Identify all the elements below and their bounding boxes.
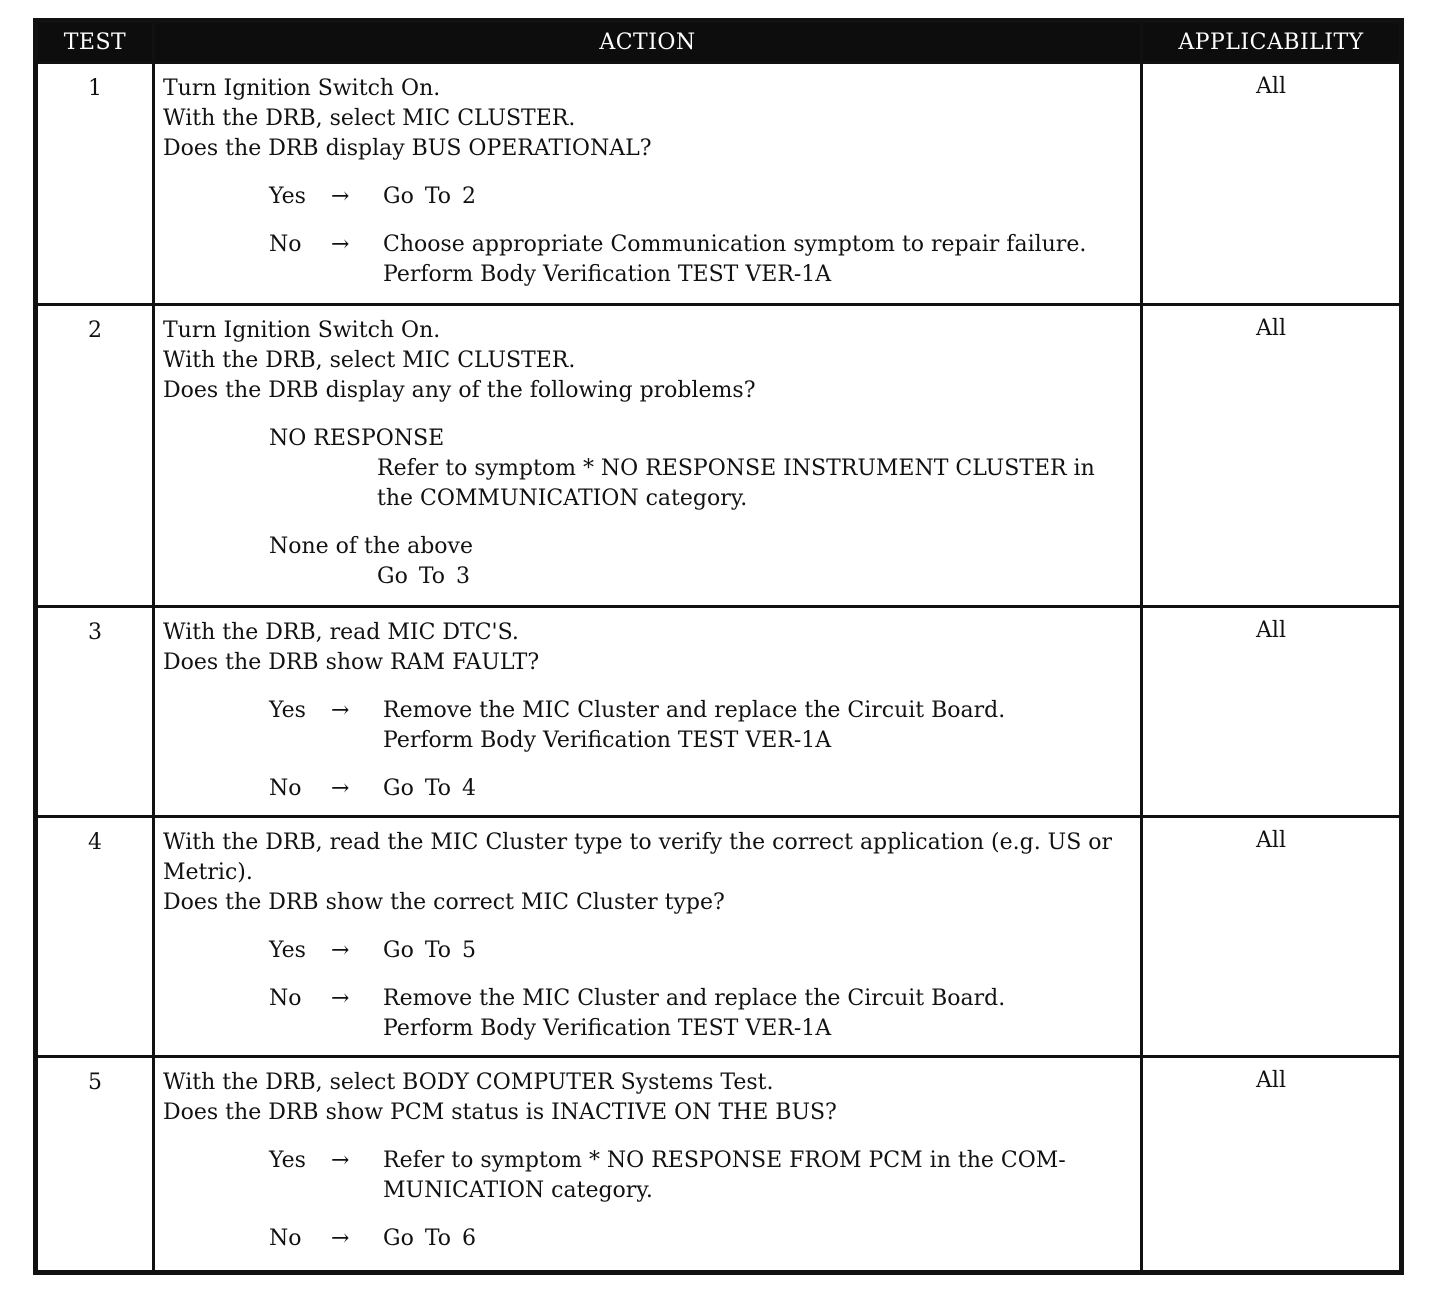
diagnostic-test-table <box>33 18 1404 1275</box>
question-line: Does the DRB show the correct MIC Cluster type? <box>163 890 725 915</box>
branch-no <box>163 230 1134 290</box>
branch-result-line: Remove the MIC Cluster and replace the Circuit Board. <box>383 986 1006 1011</box>
question-line: With the DRB, select MIC CLUSTER. <box>163 348 576 373</box>
result-branches <box>163 424 1134 592</box>
option-result-line: Go To 3 <box>377 564 471 589</box>
branch-result-line: Go To 5 <box>383 938 477 963</box>
test-question <box>163 1068 1134 1128</box>
test-question <box>163 74 1134 164</box>
table-row <box>36 1057 1402 1273</box>
test-number: 1 <box>36 63 154 305</box>
problem-option <box>269 424 1134 514</box>
action-cell <box>154 63 1142 305</box>
question-line: With the DRB, select MIC CLUSTER. <box>163 106 576 131</box>
question-line: Metric). <box>163 860 253 885</box>
branch-result <box>383 936 1134 966</box>
table-body <box>36 63 1402 1273</box>
question-line: Turn Ignition Switch On. <box>163 318 441 343</box>
arrow-right-icon: → <box>331 1226 350 1251</box>
problem-option <box>269 532 1134 592</box>
test-number: 3 <box>36 607 154 817</box>
action-cell <box>154 817 1142 1057</box>
branch-result-line: Refer to symptom * NO RESPONSE FROM PCM in the COM- <box>383 1148 1066 1173</box>
option-label: NO RESPONSE <box>269 426 445 451</box>
question-line: Does the DRB display any of the following problems? <box>163 378 756 403</box>
question-line: With the DRB, select BODY COMPUTER Systems Test. <box>163 1070 774 1095</box>
arrow-right-icon: → <box>331 232 350 257</box>
header-applicability: APPLICABILITY <box>1142 21 1402 63</box>
result-branches <box>163 936 1134 1044</box>
branch-yes <box>163 182 1134 212</box>
arrow-right-icon: → <box>331 776 350 801</box>
branch-no <box>163 774 1134 804</box>
result-branches <box>163 1146 1134 1254</box>
branch-result <box>383 774 1134 804</box>
arrow-right-icon: → <box>331 938 350 963</box>
question-line: Does the DRB show RAM FAULT? <box>163 650 540 675</box>
branch-label: No <box>269 986 302 1011</box>
test-number: 2 <box>36 305 154 607</box>
branch-label: No <box>269 1226 302 1251</box>
branch-result-line: Go To 6 <box>383 1226 477 1251</box>
action-cell <box>154 607 1142 817</box>
branch-no <box>163 984 1134 1044</box>
branch-result-line: Go To 4 <box>383 776 477 801</box>
option-result-line: the COMMUNICATION category. <box>377 486 748 511</box>
branch-result-line: Go To 2 <box>383 184 477 209</box>
table-row <box>36 305 1402 607</box>
question-line: Does the DRB display BUS OPERATIONAL? <box>163 136 652 161</box>
applicability-cell: All <box>1142 607 1402 817</box>
test-number: 4 <box>36 817 154 1057</box>
branch-result-line: MUNICATION category. <box>383 1178 653 1203</box>
branch-result <box>383 1224 1134 1254</box>
branch-result <box>383 984 1134 1044</box>
branch-result-line: Remove the MIC Cluster and replace the Circuit Board. <box>383 698 1006 723</box>
branch-result <box>383 696 1134 756</box>
test-question <box>163 618 1134 678</box>
branch-result-line: Perform Body Verification TEST VER-1A <box>383 728 832 753</box>
arrow-right-icon: → <box>331 1148 350 1173</box>
branch-yes <box>163 696 1134 756</box>
question-line: Turn Ignition Switch On. <box>163 76 441 101</box>
arrow-right-icon: → <box>331 698 350 723</box>
header-action: ACTION <box>154 21 1142 63</box>
question-line: With the DRB, read the MIC Cluster type to verify the correct application (e.g. US or <box>163 830 1113 855</box>
branch-label: No <box>269 776 302 801</box>
applicability-cell: All <box>1142 817 1402 1057</box>
branch-label: Yes <box>269 184 306 209</box>
applicability-cell: All <box>1142 1057 1402 1273</box>
table-row <box>36 63 1402 305</box>
applicability-cell: All <box>1142 305 1402 607</box>
branch-no <box>163 1224 1134 1254</box>
branch-label: No <box>269 232 302 257</box>
diagnostic-table-sheet <box>33 18 1399 1275</box>
test-number: 5 <box>36 1057 154 1273</box>
applicability-cell: All <box>1142 63 1402 305</box>
option-label: None of the above <box>269 534 473 559</box>
branch-yes <box>163 1146 1134 1206</box>
header-test: TEST <box>36 21 154 63</box>
arrow-right-icon: → <box>331 986 350 1011</box>
branch-result <box>383 182 1134 212</box>
option-result-line: Refer to symptom * NO RESPONSE INSTRUMENT CLUSTER in <box>377 456 1095 481</box>
result-branches <box>163 696 1134 804</box>
action-cell <box>154 1057 1142 1273</box>
branch-label: Yes <box>269 698 306 723</box>
branch-label: Yes <box>269 938 306 963</box>
branch-result-line: Choose appropriate Communication symptom to repair failure. <box>383 232 1087 257</box>
question-line: Does the DRB show PCM status is INACTIVE ON THE BUS? <box>163 1100 837 1125</box>
branch-result-line: Perform Body Verification TEST VER-1A <box>383 262 832 287</box>
option-result <box>377 562 1134 592</box>
action-cell <box>154 305 1142 607</box>
branch-result <box>383 230 1134 290</box>
table-row <box>36 607 1402 817</box>
test-question <box>163 316 1134 406</box>
branch-result-line: Perform Body Verification TEST VER-1A <box>383 1016 832 1041</box>
branch-label: Yes <box>269 1148 306 1173</box>
question-line: With the DRB, read MIC DTC'S. <box>163 620 519 645</box>
branch-result <box>383 1146 1134 1206</box>
option-result <box>377 454 1134 514</box>
branch-yes <box>163 936 1134 966</box>
table-row <box>36 817 1402 1057</box>
table-header-row <box>36 21 1402 63</box>
result-branches <box>163 182 1134 290</box>
test-question <box>163 828 1134 918</box>
arrow-right-icon: → <box>331 184 350 209</box>
